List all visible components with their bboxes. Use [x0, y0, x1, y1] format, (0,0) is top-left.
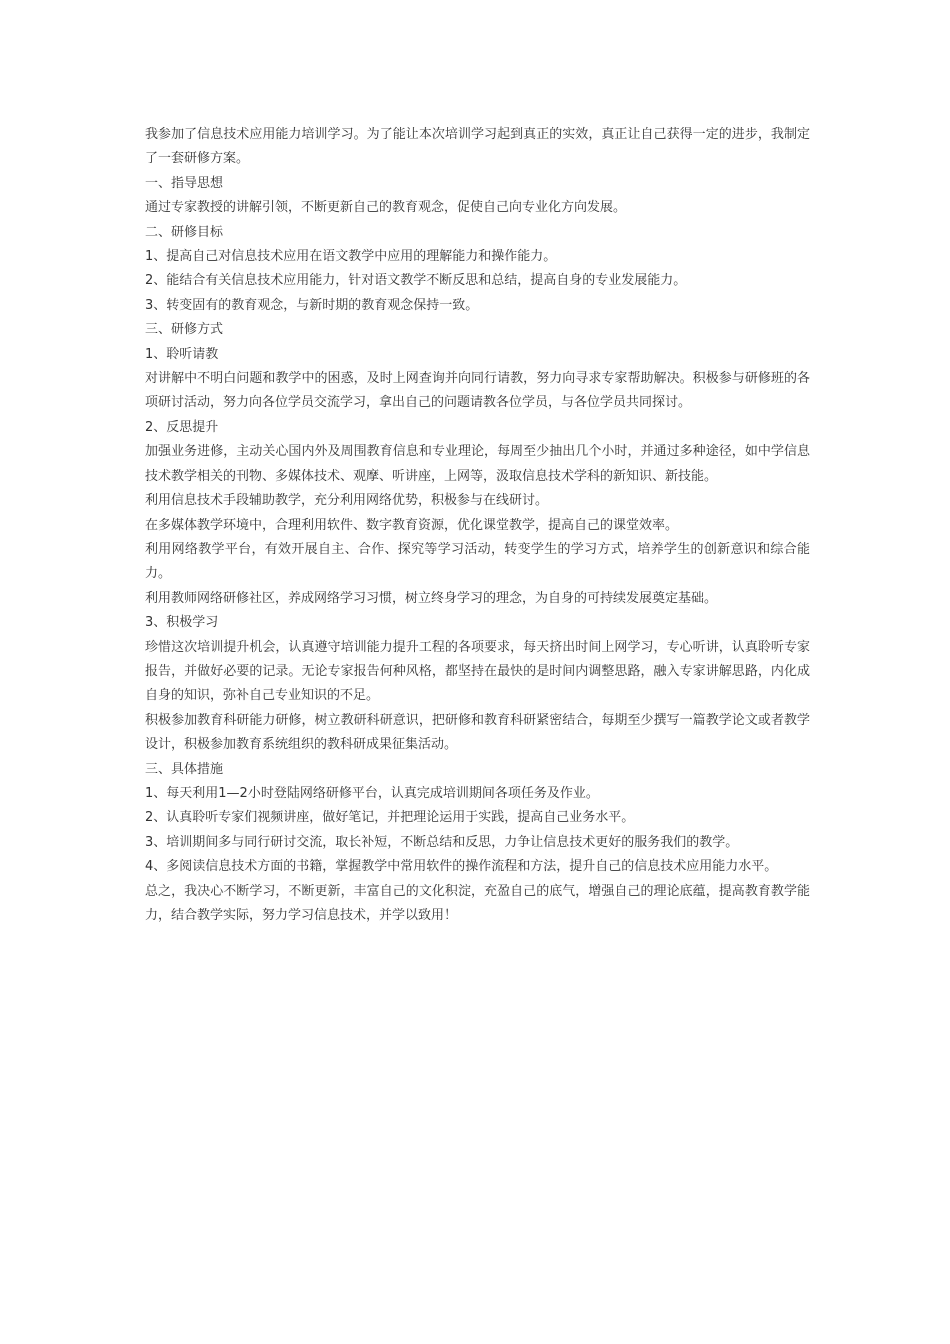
section-heading-training-methods: 三、研修方式	[145, 322, 224, 338]
list-item: 4、多阅读信息技术方面的书籍，掌握教学中常用软件的操作流程和方法，提升自己的信息技术应用能力水平。	[145, 859, 778, 875]
subheading-active-learning: 3、积极学习	[145, 615, 219, 631]
paragraph: 利用信息技术手段辅助教学，充分利用网络优势，积极参与在线研讨。	[145, 493, 549, 509]
list-item: 3、转变固有的教育观念，与新时期的教育观念保持一致。	[145, 297, 479, 313]
intro-paragraph: 我参加了信息技术应用能力培训学习。为了能让本次培训学习起到真正的实效，真正让自己获得一定的进步，我制定了一套研修方案。	[145, 127, 810, 167]
document-body	[145, 123, 810, 928]
list-item: 1、提高自己对信息技术应用在语文教学中应用的理解能力和操作能力。	[145, 249, 557, 265]
conclusion-paragraph: 总之，我决心不断学习，不断更新，丰富自己的文化积淀，充盈自己的底气，增强自己的理论底蕴，提高教育教学能力，结合教学实际，努力学习信息技术，并学以致用！	[145, 883, 810, 923]
list-item: 2、能结合有关信息技术应用能力，针对语文教学不断反思和总结，提高自身的专业发展能力。	[145, 273, 687, 289]
paragraph: 积极参加教育科研能力研修，树立教研科研意识，把研修和教育科研紧密结合，每期至少撰写一篇教学论文或者教学设计，积极参加教育系统组织的教科研成果征集活动。	[145, 712, 810, 753]
paragraph: 通过专家教授的讲解引领，不断更新自己的教育观念，促使自己向专业化方向发展。	[145, 200, 627, 216]
list-item: 3、培训期间多与同行研讨交流，取长补短，不断总结和反思，力争让信息技术更好的服务我们的教学。	[145, 834, 739, 850]
list-item: 2、认真聆听专家们视频讲座，做好笔记，并把理论运用于实践，提高自己业务水平。	[145, 810, 635, 826]
paragraph: 加强业务进修，主动关心国内外及周围教育信息和专业理论，每周至少抽出几个小时，并通过多种途径，如中学信息技术教学相关的刊物、多媒体技术、观摩、听讲座，上网等，汲取信息技术学科的新知识、新技能。	[145, 444, 810, 484]
section-heading-guiding-ideology: 一、指导思想	[145, 175, 224, 191]
section-heading-training-goals: 二、研修目标	[145, 224, 224, 240]
paragraph: 珍惜这次培训提升机会，认真遵守培训能力提升工程的各项要求，每天挤出时间上网学习，专心听讲，认真聆听专家报告，并做好必要的记录。无论专家报告何种风格，都坚持在最快的是时间内调整思路，融入专家讲解思路，内化成自身的知识，弥补自己专业知识的不足。	[145, 639, 810, 704]
section-heading-specific-measures: 三、具体措施	[145, 761, 224, 777]
subheading-listen-consult: 1、聆听请教	[145, 346, 219, 362]
paragraph: 利用教师网络研修社区，养成网络学习习惯，树立终身学习的理念，为自身的可持续发展奠定基础。	[145, 590, 718, 606]
list-item: 1、每天利用1—2小时登陆网络研修平台，认真完成培训期间各项任务及作业。	[145, 785, 599, 801]
paragraph: 利用网络教学平台，有效开展自主、合作、探究等学习活动，转变学生的学习方式，培养学生的创新意识和综合能力。	[145, 541, 810, 582]
paragraph: 对讲解中不明白问题和教学中的困惑，及时上网查询并向同行请教，努力向寻求专家帮助解决。积极参与研修班的各项研讨活动，努力向各位学员交流学习，拿出自己的问题请教各位学员，与各位学员共同探讨。	[145, 371, 810, 411]
subheading-reflect-improve: 2、反思提升	[145, 419, 219, 435]
paragraph: 在多媒体教学环境中，合理利用软件、数字教育资源，优化课堂教学，提高自己的课堂效率。	[145, 517, 679, 533]
